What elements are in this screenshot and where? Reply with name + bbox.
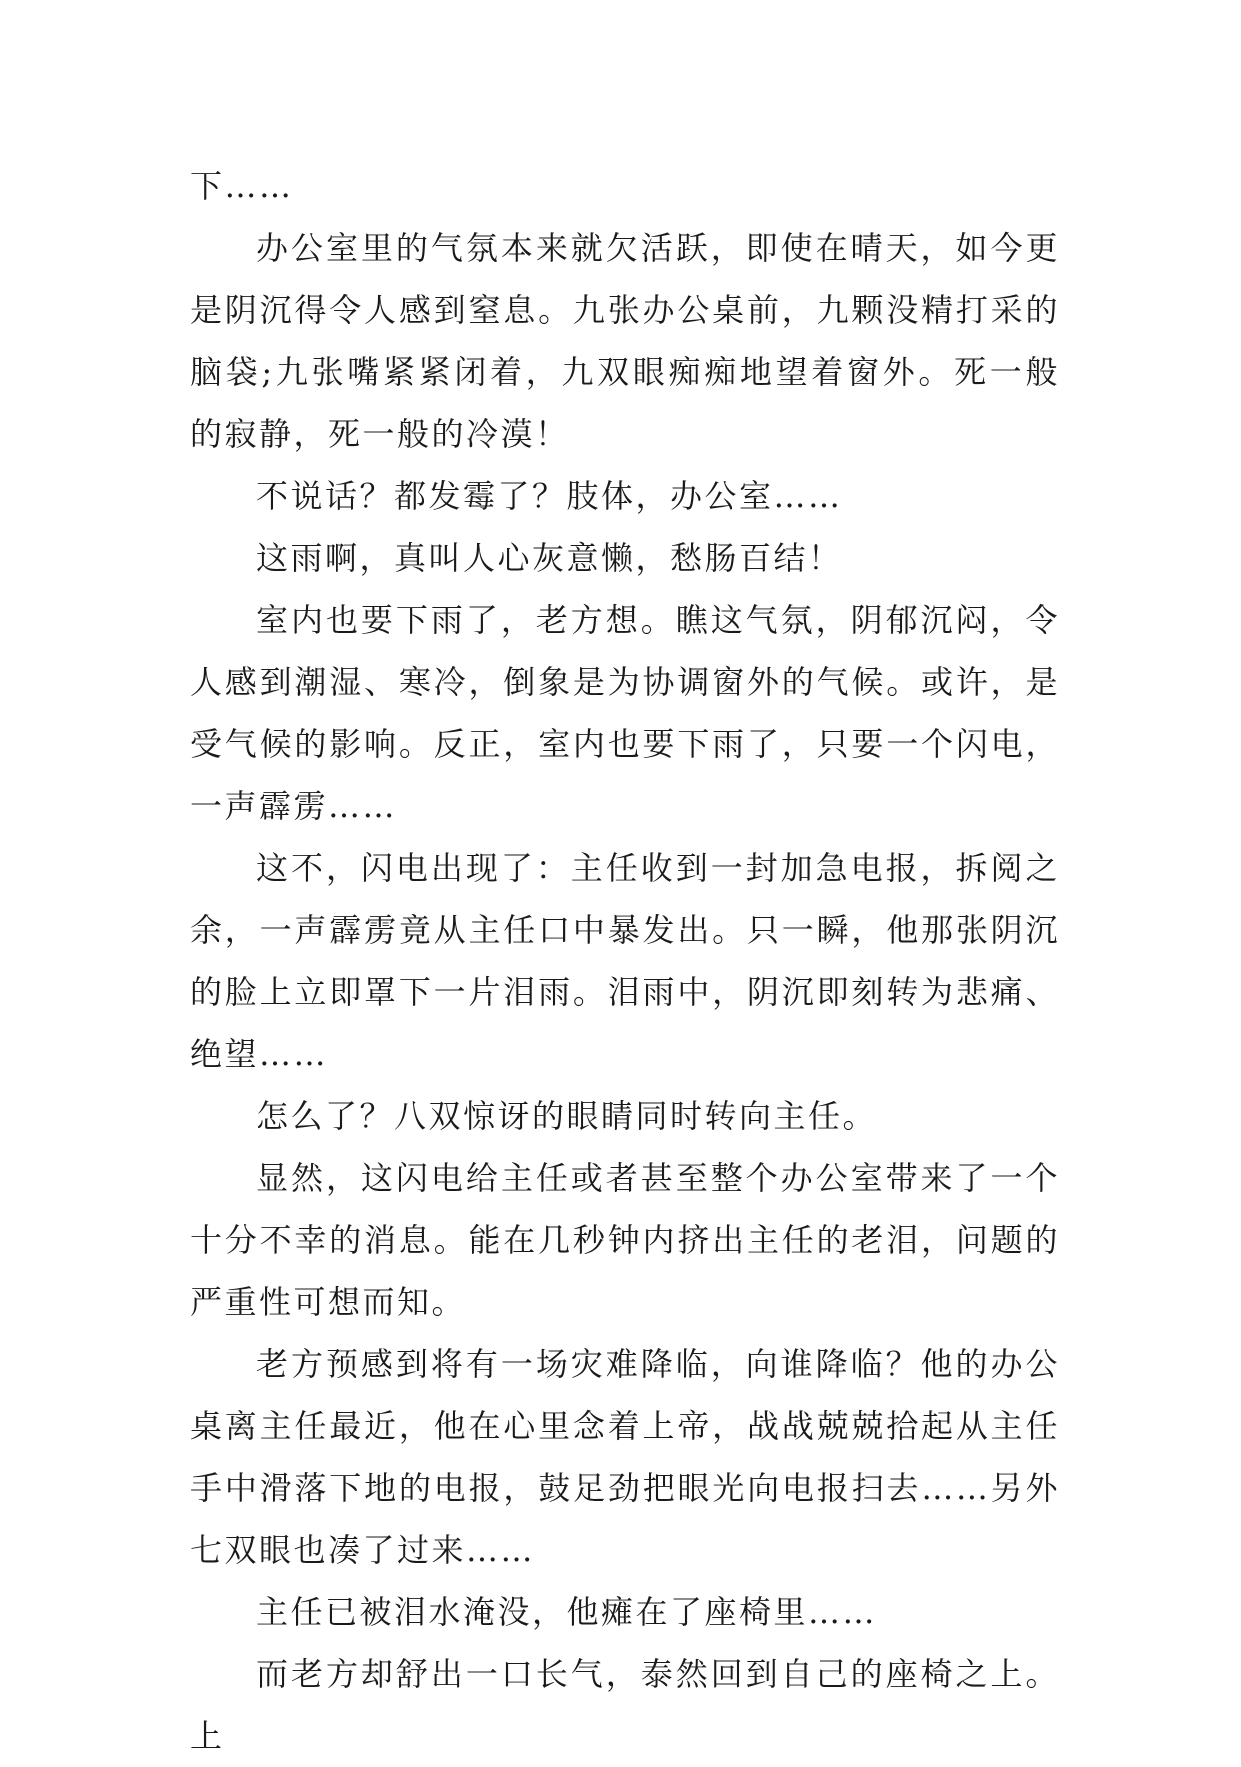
document-body xyxy=(190,155,1060,1767)
paragraph: 不说话？都发霉了？肢体，办公室…… xyxy=(256,477,843,515)
paragraph: 下…… xyxy=(190,167,294,205)
paragraph: 而老方却舒出一口长气，泰然回到自己的座椅之上。上 xyxy=(190,1655,1060,1755)
paragraph: 这不，闪电出现了：主任收到一封加急电报，拆阅之余，一声霹雳竟从主任口中暴发出。只一瞬，他那张阴沉的脸上立即罩下一片泪雨。泪雨中，阴沉即刻转为悲痛、绝望…… xyxy=(190,849,1060,1073)
paragraph: 显然，这闪电给主任或者甚至整个办公室带来了一个十分不幸的消息。能在几秒钟内挤出主任的老泪，问题的严重性可想而知。 xyxy=(190,1159,1060,1321)
paragraph: 怎么了？八双惊讶的眼睛同时转向主任。 xyxy=(256,1097,878,1135)
paragraph: 办公室里的气氛本来就欠活跃，即使在晴天，如今更是阴沉得令人感到窒息。九张办公桌前，九颗没精打采的脑袋;九张嘴紧紧闭着，九双眼痴痴地望着窗外。死一般的寂静，死一般的冷漠！ xyxy=(190,229,1060,453)
paragraph: 老方预感到将有一场灾难降临，向谁降临？他的办公桌离主任最近，他在心里念着上帝，战战兢兢拾起从主任手中滑落下地的电报，鼓足劲把眼光向电报扫去……另外七双眼也凑了过来…… xyxy=(190,1345,1060,1569)
paragraph: 主任已被泪水淹没，他瘫在了座椅里…… xyxy=(256,1593,878,1631)
paragraph: 这雨啊，真叫人心灰意懒，愁肠百结！ xyxy=(256,539,843,577)
paragraph: 室内也要下雨了，老方想。瞧这气氛，阴郁沉闷，令人感到潮湿、寒冷，倒象是为协调窗外的气候。或许，是受气候的影响。反正，室内也要下雨了，只要一个闪电，一声霹雳…… xyxy=(190,601,1060,825)
